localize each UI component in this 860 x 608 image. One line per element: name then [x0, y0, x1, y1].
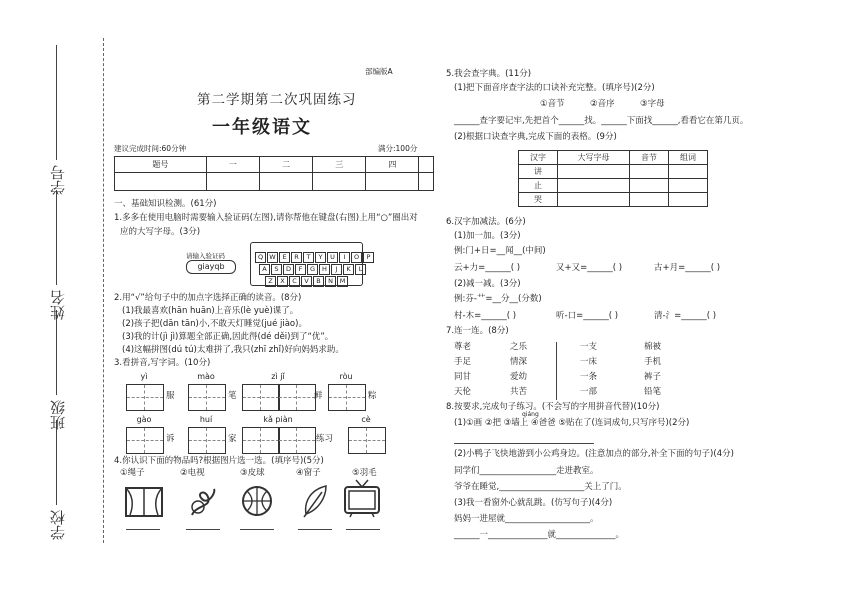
ball-icon [240, 484, 274, 518]
q7-word[interactable]: 裤子 [644, 372, 662, 382]
score-cell[interactable] [313, 173, 366, 191]
q1-text-2: 应的大写字母。(3分) [120, 227, 201, 237]
keyboard [250, 242, 371, 286]
q8-text: 8.按要求,完成句子练习。(不会写的字用拼音代替)(10分) [446, 402, 660, 412]
dict-char: 哭 [519, 193, 558, 207]
q8-1-text: (1)①画 ②把 ③墙上 ④爸爸 ⑤贴在了(连词成句,只写序号)(2分) [454, 418, 690, 428]
q4-item: ④窗子 [296, 468, 321, 478]
q7-word[interactable]: 情深 [510, 357, 528, 367]
writing-grid[interactable] [242, 384, 280, 411]
q6-sub-item[interactable]: 听-口=______( ) [556, 311, 619, 321]
captcha-box: giayqb [186, 260, 236, 274]
keyboard-key[interactable]: S [271, 264, 282, 275]
q7-word[interactable]: 一支 [580, 342, 598, 352]
keyboard-key[interactable]: Q [255, 252, 266, 263]
dict-header: 组词 [668, 151, 707, 165]
keyboard-key[interactable]: T [303, 252, 314, 263]
keyboard-key[interactable]: J [331, 264, 342, 275]
score-header: 二 [259, 157, 312, 173]
subject-title: 一年级语文 [212, 117, 312, 138]
q5-option: ①音节 [540, 99, 565, 109]
keyboard-key[interactable]: C [289, 276, 300, 287]
q6-example-1: 例:门+日=__闻__(中间) [454, 246, 546, 256]
writing-grid[interactable] [188, 384, 226, 411]
q4-text: 4.你认识下面的物品吗?根据图片选一选。(填序号)(5分) [114, 456, 324, 466]
score-header [419, 157, 434, 173]
q1-text: 1.多多在使用电脑时需要输入验证码(左图),请你帮他在键盘(右图)上用“○”圈出对 [114, 213, 418, 223]
q8-3b-fill[interactable]: ______一______________就______________。 [454, 530, 625, 540]
writing-grid[interactable] [278, 427, 316, 454]
keyboard-row-2 [254, 256, 363, 273]
q8-3a-fill[interactable]: 妈妈一进屋就____________________。 [454, 514, 599, 524]
name-label: 姓名 [49, 290, 67, 320]
dict-cell[interactable] [668, 193, 707, 207]
section1-heading: 一、基础知识检测。(61分) [114, 199, 217, 209]
q7-word[interactable]: 共苦 [510, 387, 528, 397]
pinyin-label: zì jǐ [271, 372, 285, 381]
pinyin-label: cè [361, 415, 371, 424]
dict-cell[interactable] [668, 179, 707, 193]
q6-2-text: (2)减一减。(3分) [454, 279, 521, 289]
keyboard-key[interactable]: G [307, 264, 318, 275]
q7-column-2[interactable] [510, 340, 527, 400]
keyboard-key[interactable]: P [363, 252, 374, 263]
tv-icon [342, 478, 382, 518]
q4-item: ⑤羽毛 [352, 468, 377, 478]
feather-icon [300, 484, 330, 518]
keyboard-key[interactable]: D [283, 264, 294, 275]
word-suffix: 诉 [166, 434, 175, 444]
captcha-label: 请输入验证码 [186, 252, 225, 260]
q5-text: 5.我会查字典。(11分) [446, 69, 532, 79]
q8-3-text: (3)我一看窗外心就乱跳。(仿写句子)(4分) [454, 498, 613, 508]
q7-word[interactable]: 同甘 [454, 372, 472, 382]
score-cell[interactable] [259, 173, 312, 191]
q3-text: 3.看拼音,写字词。(10分) [114, 358, 211, 368]
q8-2a-fill[interactable]: 同学们__________________走进教室。 [454, 466, 599, 476]
keyboard-key[interactable]: F [295, 264, 306, 275]
dict-cell[interactable] [558, 165, 630, 179]
score-cell[interactable] [366, 173, 419, 191]
q6-sub-item[interactable]: 清-氵=______( ) [654, 311, 717, 321]
keyboard-key[interactable]: H [319, 264, 330, 275]
q6-1-text: (1)加一加。(3分) [454, 231, 521, 241]
q7-word[interactable]: 铅笔 [644, 387, 662, 397]
answer-line[interactable] [298, 528, 332, 530]
dict-header: 汉字 [519, 151, 558, 165]
q7-column-4[interactable] [644, 340, 661, 400]
q5-1-text: (1)把下面音序查字法的口诀补充完整。(填序号)(2分) [454, 83, 655, 93]
answer-line[interactable] [240, 528, 274, 530]
keyboard-key[interactable]: E [279, 252, 290, 263]
word-suffix: 笔 [228, 391, 237, 401]
keyboard-key[interactable]: U [327, 252, 338, 263]
dict-header: 大写字母 [558, 151, 630, 165]
q6-text: 6.汉字加减法。(6分) [446, 217, 526, 227]
word-suffix: 家 [228, 434, 237, 444]
keyboard-key[interactable]: A [259, 264, 270, 275]
writing-grid[interactable] [348, 427, 386, 454]
score-header: 题号 [115, 157, 207, 173]
school-line [56, 420, 57, 505]
pinyin-label: mào [197, 372, 215, 381]
q7-word[interactable]: 一床 [580, 357, 598, 367]
dictionary-table [518, 150, 708, 207]
pinyin-label: ròu [339, 372, 353, 381]
writing-grid[interactable] [242, 427, 280, 454]
q5-2-text: (2)根据口诀查字典,完成下面的表格。(9分) [454, 132, 617, 142]
q2-line-2: (2)孩子把(dān tān)小,不敢天灯睡觉(jué jiào)。 [122, 319, 307, 329]
edition-label: 部编版A [365, 67, 393, 76]
score-table [114, 156, 434, 191]
full-score-label: 满分:100分 [378, 144, 418, 153]
answer-line[interactable] [346, 528, 380, 530]
keyboard-key[interactable]: X [277, 276, 288, 287]
q6-sub-item[interactable]: 村-木=______( ) [454, 311, 517, 321]
q5-fill-line[interactable]: ______查字要记牢,先把首个______找。______下面找______,看看它在第几页。 [454, 116, 749, 126]
q6-add-item[interactable]: 古+月=______( ) [654, 263, 721, 273]
word-suffix: 练习 [316, 434, 334, 444]
writing-grid[interactable] [278, 384, 316, 411]
q7-word[interactable]: 尊老 [454, 342, 472, 352]
q7-word[interactable]: 一部 [580, 387, 598, 397]
q7-column-3[interactable] [580, 340, 597, 400]
dict-cell[interactable] [558, 193, 630, 207]
keyboard-key[interactable]: O [351, 252, 362, 263]
q7-word[interactable]: 一条 [580, 372, 598, 382]
score-header: 一 [206, 157, 259, 173]
q4-item: ①绳子 [120, 468, 145, 478]
dict-header: 音节 [629, 151, 668, 165]
score-cell[interactable] [206, 173, 259, 191]
q7-column-1[interactable] [454, 340, 471, 400]
word-prefix: 鲜 [314, 391, 323, 401]
q7-word[interactable]: 棉被 [644, 342, 662, 352]
q5-option: ②音序 [590, 99, 615, 109]
dict-cell[interactable] [558, 179, 630, 193]
q6-example-2: 例:芬-艹=__分__(分数) [454, 294, 542, 304]
keyboard-key[interactable]: K [343, 264, 354, 275]
word-suffix: 粽 [368, 391, 377, 401]
school-label: 学校 [49, 510, 67, 540]
answer-line[interactable] [126, 528, 160, 530]
score-cell[interactable] [115, 173, 207, 191]
word-suffix: 服 [166, 391, 175, 401]
q6-add-item[interactable]: 云+力=______( ) [454, 263, 521, 273]
q2-text: 2.用“√”给句子中的加点字选择正确的读音。(8分) [114, 293, 302, 303]
rope-icon [188, 485, 220, 519]
q2-line-4: (4)这幅拼图(dú tú)太难拼了,我只(zhī zhǐ)好向妈妈求助。 [122, 345, 344, 355]
q7-word[interactable]: 之乐 [510, 342, 528, 352]
class-line [56, 310, 57, 395]
q4-item: ②电视 [180, 468, 205, 478]
writing-grid[interactable] [328, 384, 366, 411]
keyboard-row-3 [254, 268, 362, 285]
keyboard-key[interactable]: N [325, 276, 336, 287]
score-header: 四 [366, 157, 419, 173]
keyboard-key[interactable]: B [313, 276, 324, 287]
number-label: 学号 [49, 165, 67, 195]
dict-cell[interactable] [668, 165, 707, 179]
keyboard-key[interactable]: W [267, 252, 278, 263]
keyboard-key[interactable]: Z [265, 276, 276, 287]
q7-text: 7.连一连。(8分) [446, 326, 509, 336]
dict-char: 止 [519, 179, 558, 193]
keyboard-row-1 [254, 244, 371, 261]
class-label: 班级 [49, 400, 67, 430]
pinyin-label: yì [140, 372, 148, 381]
dict-char: 讲 [519, 165, 558, 179]
dict-cell[interactable] [629, 179, 668, 193]
q8-2-text: (2)小鸭子飞快地游到小公鸡身边。(注意加点的部分,补全下面的句子)(4分) [454, 449, 734, 459]
pinyin-label: huí [199, 415, 213, 424]
q7-word[interactable]: 手足 [454, 357, 472, 367]
q6-add-item[interactable]: 又+又=______( ) [556, 263, 623, 273]
q7-word[interactable]: 手机 [644, 357, 662, 367]
name-line [56, 190, 57, 285]
keyboard-key[interactable]: L [355, 264, 366, 275]
number-line [56, 45, 57, 160]
writing-grid[interactable] [188, 427, 226, 454]
q7-divider [556, 342, 557, 400]
answer-line[interactable] [454, 442, 594, 444]
q4-item: ③皮球 [240, 468, 265, 478]
keyboard-key[interactable]: Y [315, 252, 326, 263]
dict-cell[interactable] [629, 193, 668, 207]
keyboard-key[interactable]: I [339, 252, 350, 263]
q2-line-3: (3)我的计(jì jì)算题全部正确,因此得(dé děi)到了“优”。 [122, 332, 334, 342]
keyboard-key[interactable]: V [301, 276, 312, 287]
q5-option: ③字母 [640, 99, 665, 109]
pinyin-label: gào [136, 415, 152, 424]
q7-word[interactable]: 天伦 [454, 387, 472, 397]
q7-word[interactable]: 爱幼 [510, 372, 528, 382]
pinyin-label: kǎ piàn [263, 415, 293, 424]
q8-pinyin-hint: qiáng [522, 411, 539, 418]
score-cell[interactable] [419, 173, 434, 191]
writing-grid[interactable] [126, 384, 164, 411]
binding-dashed-line [103, 38, 104, 543]
keyboard-key[interactable]: R [291, 252, 302, 263]
exam-title: 第二学期第二次巩固练习 [197, 92, 357, 108]
window-icon [122, 485, 166, 519]
q2-line-1: (1)我最喜欢(hān huān)上音乐(lè yuè)课了。 [122, 306, 299, 316]
q8-2b-fill[interactable]: 爷爷在睡觉,____________________关上了门。 [454, 482, 627, 492]
dict-cell[interactable] [629, 165, 668, 179]
answer-line[interactable] [186, 528, 220, 530]
writing-grid[interactable] [126, 427, 164, 454]
score-header: 三 [313, 157, 366, 173]
time-label: 建议完成时间:60分钟 [114, 144, 187, 153]
keyboard-key[interactable]: M [337, 276, 348, 287]
